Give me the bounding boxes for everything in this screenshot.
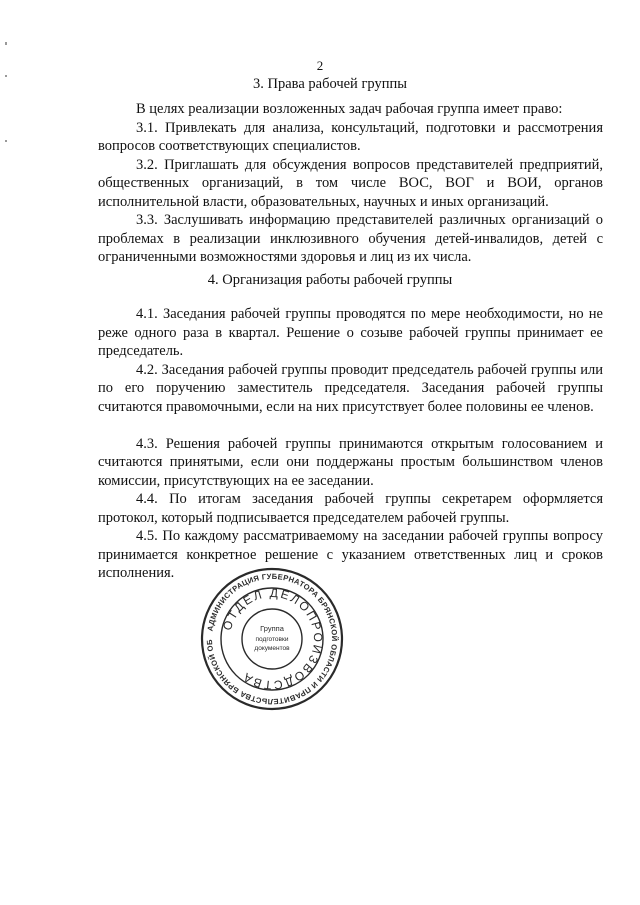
- section-4-heading: 4. Организация работы рабочей группы: [207, 272, 453, 288]
- stamp-ring-text: ОТДЕЛ ДЕЛОПРОИЗВОДСТВА: [219, 585, 326, 693]
- paragraph-4-3: 4.3. Решения рабочей группы принимаются открытым голосованием и считаются принятыми, если они поддержаны простым большинством членов комиссии, присутствующих на ее заседании.: [98, 435, 603, 489]
- paragraph-3-1: 3.1. Привлекать для анализа, консультаций, подготовки и рассмотрения вопросов соответствующих специалистов.: [98, 119, 603, 154]
- scan-edge-mark: [5, 42, 7, 45]
- stamp-center-line-1: Группа: [260, 624, 284, 633]
- paragraph-3-3: 3.3. Заслушивать информацию представителей различных организаций о проблемах в реализации инклюзивного обучения детей-инвалидов, детей с ограниченными возможностями здоровья и лиц из их числа.: [98, 212, 603, 265]
- scan-edge-mark: [5, 140, 7, 142]
- section-3-heading: 3. Права рабочей группы: [253, 76, 407, 92]
- office-stamp: [198, 565, 346, 713]
- paragraph-3-2: 3.2. Приглашать для обсуждения вопросов представителей предприятий, общественных организаций, в том числе ВОС, ВОГ и ВОИ, органов исполнительной власти, образовательных, научных и иных организаций.: [98, 156, 603, 210]
- paragraph-4-4: 4.4. По итогам заседания рабочей группы секретарем оформляется протокол, который подписывается председателем рабочей группы.: [98, 491, 603, 526]
- stamp-outer-text: АДМИНИСТРАЦИЯ ГУБЕРНАТОРА БРЯНСКОЙ ОБЛАСТИ И ПРАВИТЕЛЬСТВА БРЯНСКОЙ ОБ: [204, 571, 340, 707]
- section-3-intro-paragraph: В целях реализации возложенных задач рабочая группа имеет право:: [136, 101, 563, 117]
- page-number: 2: [316, 58, 324, 73]
- paragraph-4-2: 4.2. Заседания рабочей группы проводит председатель рабочей группы или по его поручению заместитель председателя. Заседания рабочей группы считаются правомочными, если на них присутствует более половины ее членов.: [98, 361, 603, 415]
- stamp-graphic: [198, 565, 346, 713]
- stamp-center-line-3: документов: [254, 645, 290, 652]
- paragraph-4-1: 4.1. Заседания рабочей группы проводятся по мере необходимости, но не реже одного раза в квартал. Решение о созыве рабочей группы принимает ее председатель.: [98, 306, 603, 359]
- stamp-center-line-2: подготовки: [255, 636, 289, 643]
- paragraph-4-5: 4.5. По каждому рассматриваемому на заседании рабочей группы вопросу принимается конкретное решение с указанием ответственных лиц и сроков исполнения.: [98, 528, 603, 581]
- scan-edge-mark: [5, 75, 7, 77]
